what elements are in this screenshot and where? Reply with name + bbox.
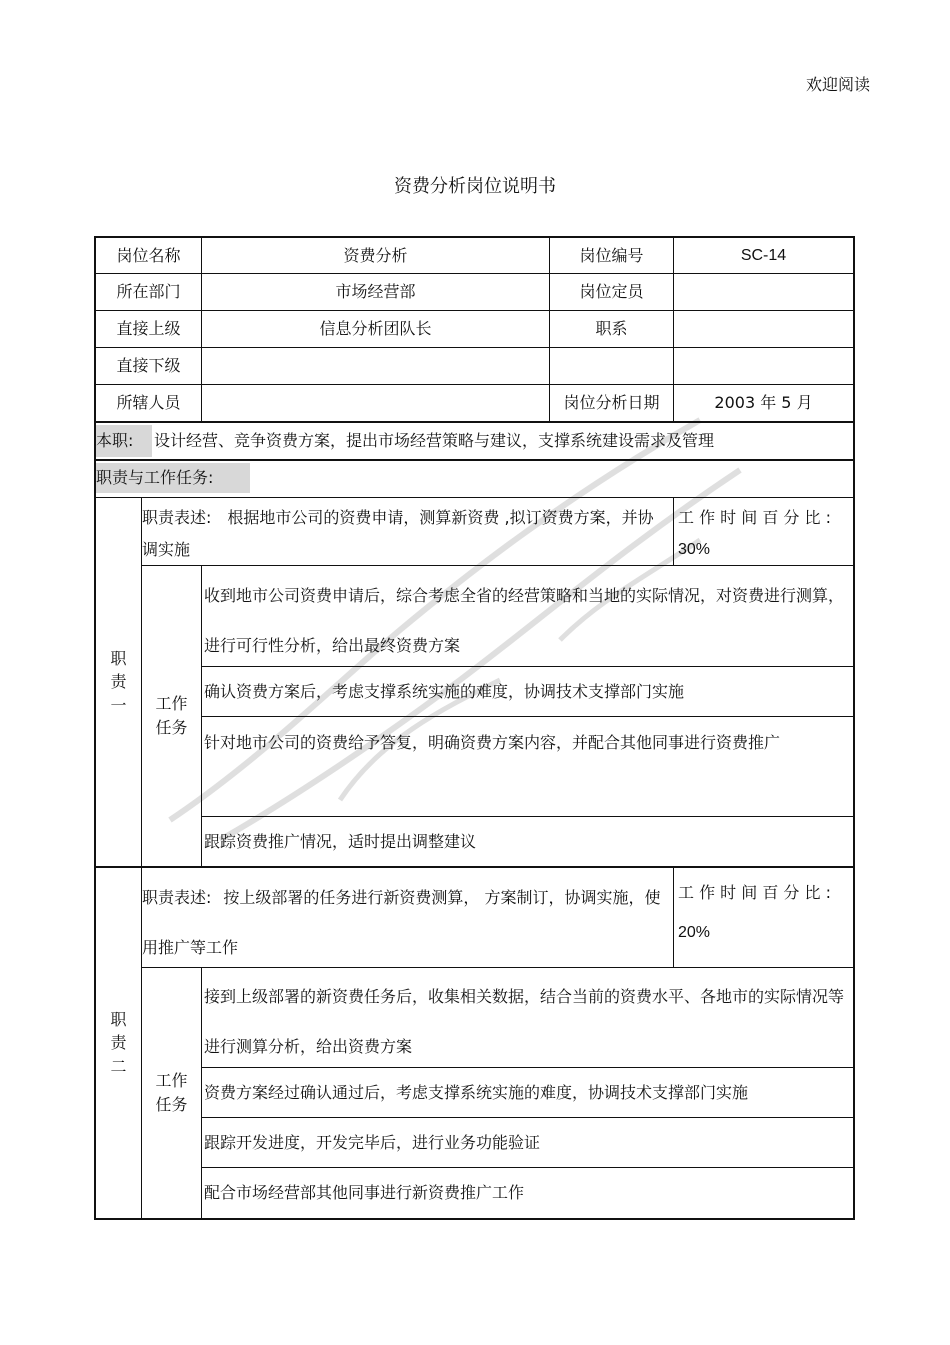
duty-one-task-label xyxy=(142,566,201,866)
duty-two-label xyxy=(96,868,141,1218)
post-name-value: 资费分析 xyxy=(343,245,408,265)
duty-summary-text: 设计经营、竞争资费方案，提出市场经营策略与建议，支撑系统建设需求及管理 xyxy=(154,431,715,451)
duty-one-description xyxy=(142,502,668,564)
duty-two-task: 配合市场经营部其他同事进行新资费推广工作 xyxy=(204,1183,525,1203)
duty-two-desc-label: 职责表述: xyxy=(142,888,212,907)
document-title: 资费分析岗位说明书 xyxy=(394,176,556,197)
duty-one-percentage xyxy=(678,502,850,566)
duty-two-task: 资费方案经过确认通过后，考虑支撑系统实施的难度，协调技术支撑部门实施 xyxy=(204,1082,749,1102)
series-label: 职系 xyxy=(595,319,628,339)
duty-two-label-char: 二 xyxy=(110,1056,127,1076)
duty-two-desc-text: 按上级部署的任务进行新资费测算， 方案制订，协调实施，使用推广等工作 xyxy=(142,888,661,957)
duty-one-label xyxy=(96,498,141,866)
duty-summary-label: 本职: xyxy=(96,425,152,457)
duty-two-label-char: 职 xyxy=(110,1010,127,1030)
duty-one-task-label-text: 工作任务 xyxy=(155,694,188,737)
duty-one-pct-label: 工 作 时 间 百 分 比 : xyxy=(678,508,831,527)
post-no-label: 岗位编号 xyxy=(579,245,644,265)
duty-two-pct-label: 工 作 时 间 百 分 比 : xyxy=(678,883,831,902)
duty-two-task: 跟踪开发进度，开发完毕后，进行业务功能验证 xyxy=(204,1132,541,1152)
dept-value: 市场经营部 xyxy=(335,282,416,302)
duty-two-label-char: 责 xyxy=(110,1033,127,1053)
post-name-label: 岗位名称 xyxy=(116,245,181,265)
header-note: 欢迎阅读 xyxy=(806,75,871,94)
duty-two-task-label xyxy=(142,968,201,1218)
date-label: 岗位分析日期 xyxy=(563,393,660,413)
duty-one-label-char: 责 xyxy=(110,672,127,692)
duty-one-desc-text: 根据地市公司的资费申请，测算新资费 ,拟订资费方案，并协调实施 xyxy=(142,508,654,559)
staff-label: 所辖人员 xyxy=(116,393,181,413)
quota-label: 岗位定员 xyxy=(579,282,644,302)
subordinate-value xyxy=(202,348,549,384)
post-no-value: SC-14 xyxy=(740,246,787,264)
duty-two-task-label-text: 工作任务 xyxy=(155,1071,188,1114)
duty-one-label-char: 一 xyxy=(110,695,127,715)
date-value: 2003 年 5 月 xyxy=(714,393,813,413)
dept-label: 所在部门 xyxy=(116,282,181,302)
duty-two-pct-value: 20% xyxy=(678,924,711,941)
subordinate-label: 直接下级 xyxy=(116,356,181,376)
duty-two-task: 接到上级部署的新资费任务后，收集相关数据，结合当前的资费水平、各地市的实际情况等进行测算分析，给出资费方案 xyxy=(204,987,845,1056)
duty-one-desc-label: 职责表述: xyxy=(142,508,212,527)
duty-one-task: 收到地市公司资费申请后，综合考虑全省的经营策略和当地的实际情况，对资费进行测算，进行可行性分析，给出最终资费方案 xyxy=(204,586,845,655)
duty-one-label-char: 职 xyxy=(110,649,127,669)
staff-value xyxy=(202,385,549,421)
superior-label: 直接上级 xyxy=(116,319,181,339)
superior-value: 信息分析团队长 xyxy=(319,319,432,339)
duty-one-pct-value: 30% xyxy=(678,541,711,558)
tasks-heading: 职责与工作任务: xyxy=(96,463,250,493)
duty-one-task: 跟踪资费推广情况，适时提出调整建议 xyxy=(204,831,477,851)
duty-two-percentage xyxy=(678,873,850,953)
series-value xyxy=(674,311,853,347)
duty-one-task: 针对地市公司的资费给予答复，明确资费方案内容，并配合其他同事进行资费推广 xyxy=(204,733,781,752)
duty-two-description xyxy=(142,873,668,973)
quota-value xyxy=(674,274,853,310)
duty-one-task: 确认资费方案后，考虑支撑系统实施的难度，协调技术支撑部门实施 xyxy=(204,681,685,701)
